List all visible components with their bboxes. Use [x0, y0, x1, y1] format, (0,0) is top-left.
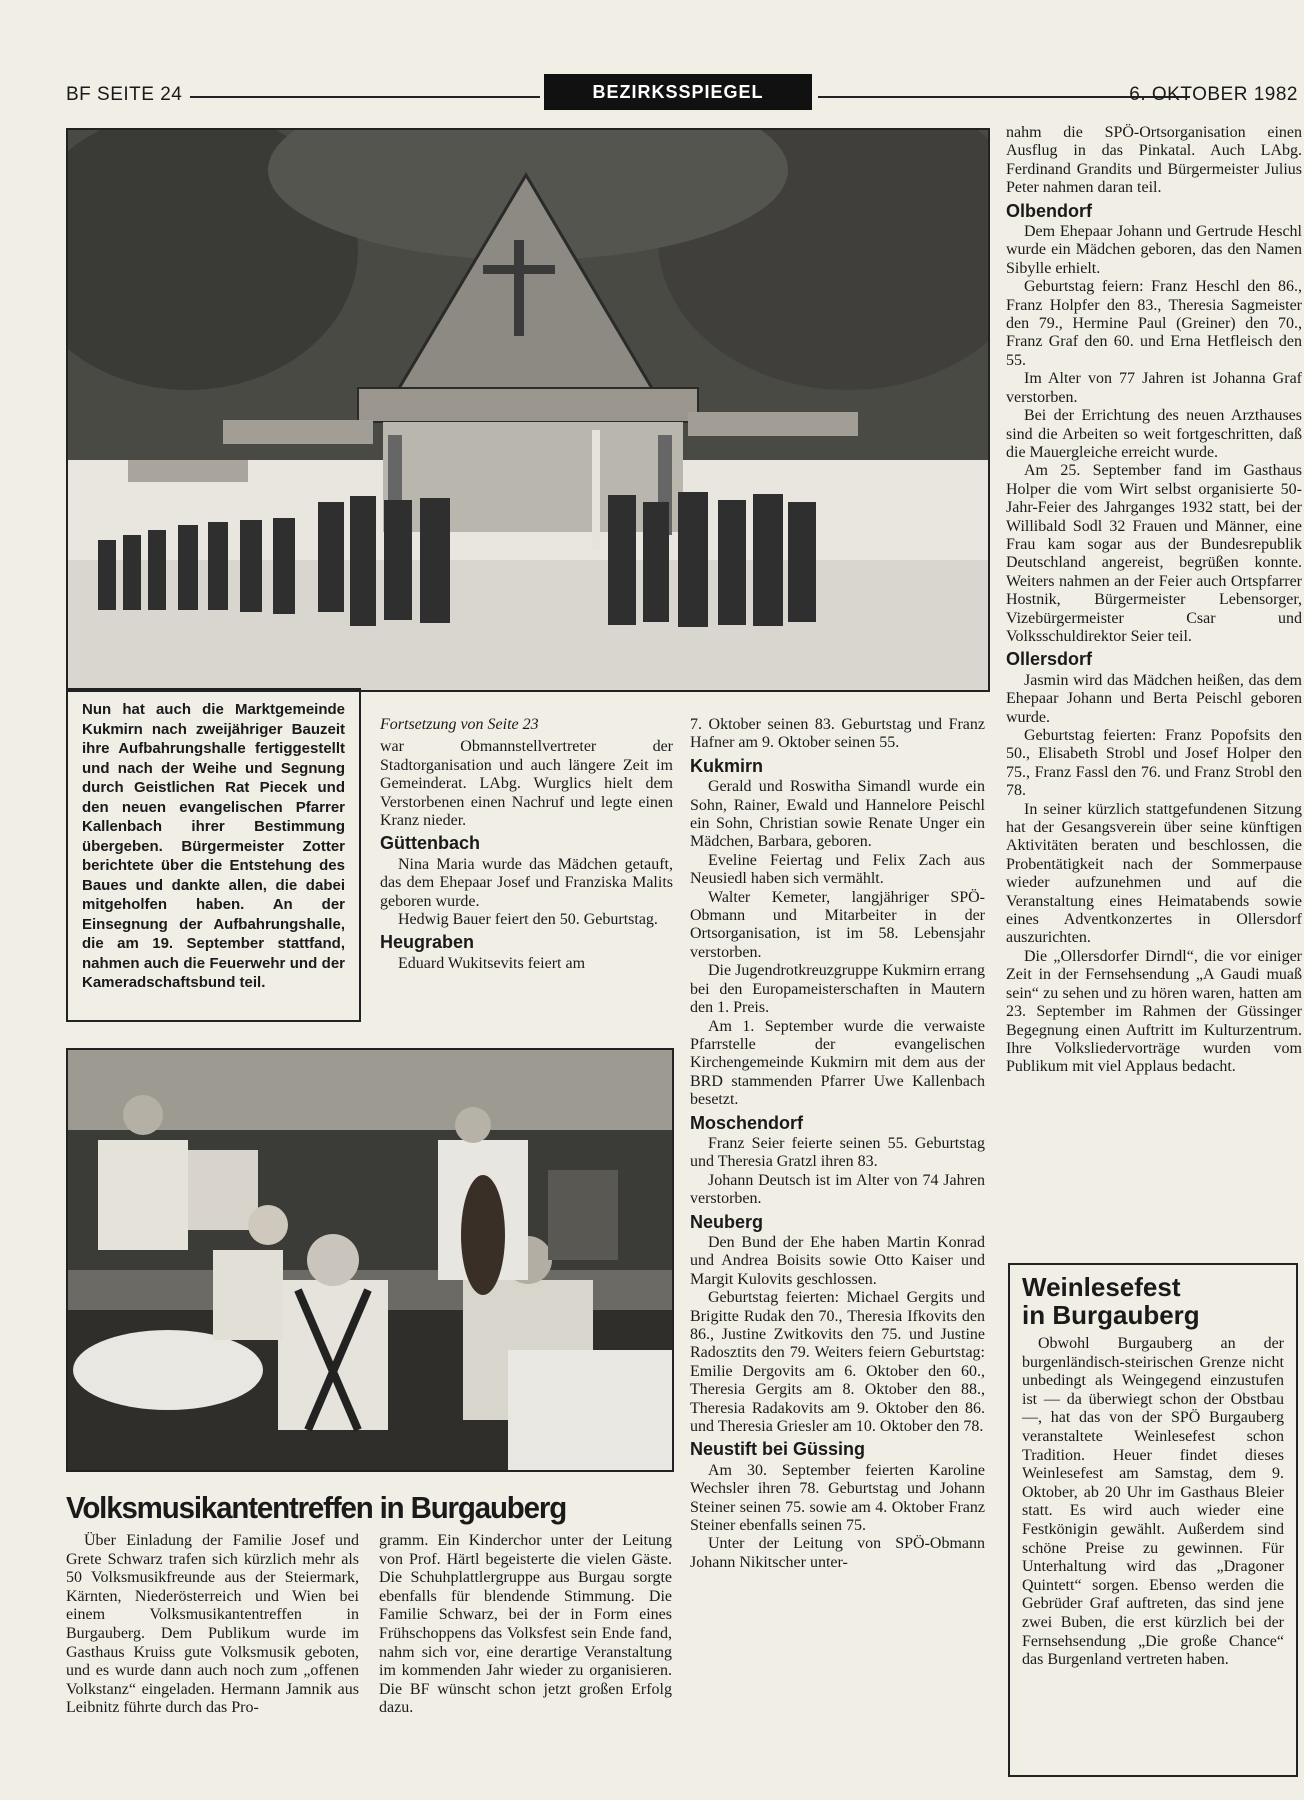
column-3 — [690, 716, 985, 1572]
box-text — [1022, 1335, 1284, 1670]
paragraph: Unter der Leitung von SPÖ-Obmann Johann Nikitscher unter- — [690, 1535, 985, 1571]
weinlesefest-box — [1008, 1263, 1298, 1777]
section-heading-kukmirn: Kukmirn — [690, 755, 764, 776]
paragraph: Eduard Wukitsevits feiert am — [398, 954, 586, 972]
paragraph: In seiner kürzlich stattgefundenen Sitzung hat der Gesangsverein über seine künftigen Aktivitäten beraten und beschlossen, die Probentätigkeit nach der Sommerpause wieder aufzunehmen und auf die Veranstaltung eines Heimatabends sowie eines Adventkonzertes in Ollersdorf auszurichten. — [1006, 800, 1302, 947]
paragraph: Am 25. September fand im Gasthaus Holper die vom Wirt selbst organisierte 50-Jahr-Feier des Jahrganges 1932 statt, bei der Willibald Sodl 32 Frauen und Männer, eine Frau kam sogar aus der Bundesrepublik Deutschland angereist, begrüßen konnte. Weiters nahmen an der Feier auch Ortspfarrer Hostnik, Bürgermeister Lebensorger, Vizebürgermeister Csar und Volksschuldirektor Seier teil. — [1006, 462, 1302, 645]
column-2 — [380, 716, 673, 973]
paragraph: Geburtstag feierten: Franz Popofsits den 50., Elisabeth Strobl und Josef Holper den 75., Franz Fassl den 76. und Franz Strobl den 78. — [1006, 727, 1302, 800]
paragraph: Jasmin wird das Mädchen heißen, das dem Ehepaar Johann und Berta Peischl geboren wurde. — [1006, 671, 1302, 726]
paragraph: Obwohl Burgauberg an der burgenländisch-steirischen Grenze nicht unbedingt als Weingegend einzustufen ist — da überwiegt schon der Obstbau —, hat das von der SPÖ Burgauberg veranstaltete Weinlesefest schon Tradition. Heuer findet dieses Weinlesefest am Samstag, dem 9. Oktober, ab 20 Uhr im Gasthaus Bleier statt. Es wird auch wieder eine Festkönigin gewählt. Außerdem sind schöne Preise zu gewinnen. Für Unterhaltung wird das „Dragoner Quintett“ sorgen. Ebenso werden die Gebrüder Graf auftreten, das sind jene zwei Buben, die erst kürzlich bei der Fernsehsendung „Die große Chance“ das Burgenland vertreten haben. — [1022, 1335, 1284, 1669]
paragraph: Über Einladung der Familie Josef und Grete Schwarz trafen sich kürzlich mehr als 50 Volksmusikfreunde aus der Steiermark, Kärnten, Niederösterreich und Wien bei einem Volksmusikantentreffen in Burgauberg. Dem Publikum wurde im Gasthaus Kruiss gute Volksmusik geboten, und es wurde dann auch noch zum „offenen Volkstanz“ eingeladen. Hermann Jamnik aus Leibnitz führte durch das Pro- — [66, 1532, 359, 1717]
header-rule-left — [190, 96, 540, 98]
photo-mortuary-hall — [66, 128, 990, 692]
lead-caption-box: Nun hat auch die Marktgemeinde Kukmirn nach zweijähriger Bauzeit ihre Aufbahrungshalle fertiggestellt und nach der Weihe und Segnung durch Geistlichen Rat Piecek und den neuen evangelischen Pfarrer Kallenbach ihrer Bestimmung übergeben. Bürgermeister Zotter berichtete über die Entstehung des Baues und dankte allen, die dabei mitgeholfen haben. An der Einsegnung der Aufbahrungshalle, die am 19. September stattfand, nahmen auch die Feuerwehr und der Kameradschaftsbund teil. — [66, 688, 361, 1022]
box-headline — [1022, 1273, 1284, 1329]
section-heading-neuberg: Neuberg — [690, 1211, 764, 1232]
page-number: BF SEITE 24 — [66, 84, 183, 105]
paragraph: 7. Oktober seinen 83. Geburtstag und Franz Hafner am 9. Oktober seinen 55. — [690, 716, 985, 752]
story-column-right — [379, 1532, 672, 1718]
box-headline-line1: Weinlesefest — [1022, 1272, 1181, 1302]
paragraph: Im Alter von 77 Jahren ist Johanna Graf verstorben. — [1006, 370, 1302, 406]
paragraph: Bei der Errichtung des neuen Arzthauses sind die Arbeiten so weit fortgeschritten, daß die Mauergleiche erreicht wurde. — [1006, 407, 1302, 461]
section-heading-ollersdorf: Ollersdorf — [1006, 649, 1093, 670]
section-heading-moschendorf: Moschendorf — [690, 1112, 804, 1133]
page-header — [66, 84, 1298, 116]
paragraph: Am 30. September feierten Karoline Wechsler ihren 78. Geburtstag und Johann Steiner seinen 75. sowie am 4. Oktober Franz Steiner ebenfalls seinen 75. — [690, 1461, 985, 1535]
paragraph: Johann Deutsch ist im Alter von 74 Jahren verstorben. — [690, 1171, 985, 1208]
paragraph: Am 1. September wurde die verwaiste Pfarrstelle der evangelischen Kirchengemeinde Kukmirn mit dem aus der BRD stammenden Pfarrer Uwe Kallenbach besetzt. — [690, 1017, 985, 1109]
section-title: BEZIRKSSPIEGEL — [544, 74, 812, 110]
paragraph: Den Bund der Ehe haben Martin Konrad und Andrea Boisits sowie Otto Kaiser und Margit Kulovits geschlossen. — [690, 1233, 985, 1288]
continuation-note: Fortsetzung von Seite 23 — [380, 716, 539, 733]
section-heading-guettenbach: Güttenbach — [380, 833, 481, 854]
paragraph: Hedwig Bauer feiert den 50. Geburtstag. — [398, 911, 658, 929]
story-column-left — [66, 1532, 359, 1718]
paragraph: Die Jugendrotkreuzgruppe Kukmirn errang bei den Europameisterschaften in Mautern den 1. Preis. — [690, 962, 985, 1017]
column-4 — [1006, 124, 1302, 1077]
section-heading-olbendorf: Olbendorf — [1006, 200, 1092, 221]
paragraph: Geburtstag feierten: Michael Gergits und Brigitte Rudak den 70., Theresia Ifkovits den 86., Justine Zwitkovits den 75. und Justine Radosztits den 79. Weiters feiern Geburtstag: Emilie Dergovits am 6. Oktober den 60., Theresia Gergits am 8. Oktober den 88., Theresia Radakovits am 9. Oktober den 86. und Theresia Griesler am 10. Oktober den 78. — [690, 1289, 985, 1436]
issue-date: 6. OKTOBER 1982 — [1129, 84, 1298, 105]
paragraph: gramm. Ein Kinderchor unter der Leitung von Prof. Härtl begeisterte die vielen Gäste. Die Schuhplattlergruppe aus Burgau sorgte ebenfalls für blendende Stimmung. Die Familie Schwarz, bei der in Form eines Frühschoppens das Volksfest sein Ende fand, nahm sich vor, eine derartige Veranstaltung im kommenden Jahr wieder zu organisieren. Die BF wünscht schon jetzt großen Erfolg dazu. — [379, 1532, 672, 1717]
paragraph: Geburtstag feiern: Franz Heschl den 86., Franz Holpfer den 83., Theresia Sagmeister den 79., Hermine Paul (Greiner) den 70., Franz Graf den 60. und Erna Hetfleisch den 55. — [1006, 278, 1302, 369]
paragraph: Nina Maria wurde das Mädchen getauft, das dem Ehepaar Josef und Franziska Malits geboren wurde. — [380, 855, 673, 910]
paragraph: war Obmannstellvertreter der Stadtorganisation und auch längere Zeit im Gemeinderat. LAbg. Wurglics hielt dem Verstorbenen einen Nachruf und legte einen Kranz nieder. — [380, 738, 673, 830]
section-heading-heugraben: Heugraben — [380, 932, 475, 953]
paragraph: Franz Seier feierte seinen 55. Geburtstag und Theresia Gratzl ihren 83. — [690, 1134, 985, 1171]
paragraph: Die „Ollersdorfer Dirndl“, die vor einiger Zeit in der Fernsehsendung „A Gaudi muaß sein“ zu sehen und zu hören waren, hatten am 23. September im Rahmen der Güssinger Begegnung einen Auftritt im Kulturzentrum. Ihre Volksliedervorträge wurden vom Publikum mit viel Applaus bedacht. — [1006, 947, 1302, 1076]
paragraph: Walter Kemeter, langjähriger SPÖ-Obmann und Mitarbeiter in der Ortsorganisation, ist im 58. Lebensjahr verstorben. — [690, 888, 985, 961]
paragraph: Dem Ehepaar Johann und Gertrude Heschl wurde ein Mädchen geboren, das den Namen Sibylle erhielt. — [1006, 223, 1302, 277]
photo-musicians — [66, 1048, 674, 1472]
paragraph: Eveline Feiertag und Felix Zach aus Neusiedl haben sich vermählt. — [690, 851, 985, 888]
story-headline: Volksmusikantentreffen in Burgauberg — [66, 1490, 567, 1525]
paragraph: Gerald und Roswitha Simandl wurde ein Sohn, Rainer, Ewald und Hannelore Peischl ein Sohn, Christian sowie Renate Unger ein Mädchen, Barbara, geboren. — [690, 778, 985, 851]
section-heading-neustift: Neustift bei Güssing — [690, 1439, 866, 1460]
paragraph: nahm die SPÖ-Ortsorganisation einen Ausflug in das Pinkatal. Auch LAbg. Ferdinand Grandits und Bürgermeister Julius Peter nahmen daran teil. — [1006, 124, 1302, 197]
box-headline-line2: in Burgauberg — [1022, 1300, 1200, 1330]
